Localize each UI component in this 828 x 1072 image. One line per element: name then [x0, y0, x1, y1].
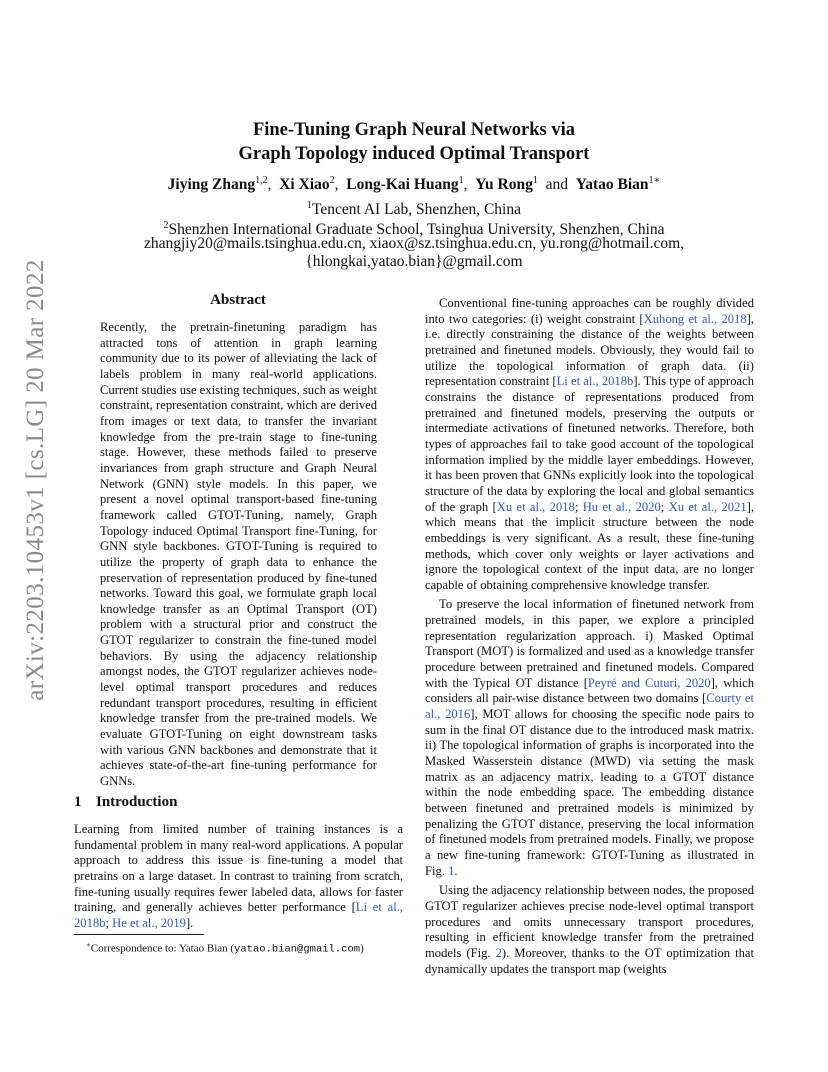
- author-separator: ,: [334, 176, 339, 193]
- figure-link[interactable]: 2: [495, 945, 502, 960]
- paragraph-text: ]. This type of approach constrains the distance of representations produced from pretrained and finetuned models, preserving the outputs or intermediate activations of finetuned networks. Therefore, both types of approaches fail to take good account of the topological information implied by the middle layer embeddings. However, it has been proven that GNNs explicitly look into the topological structure of the data by exploring the local and global semantics of the graph [: [425, 374, 754, 514]
- author-affil-mark: 1: [532, 174, 538, 186]
- abstract-heading: Abstract: [210, 292, 266, 308]
- author-separator: ,: [267, 176, 272, 193]
- arxiv-identifier: arXiv:2203.10453v1 [cs.LG] 20 Mar 2022: [22, 259, 49, 701]
- citation-link[interactable]: Xu et al., 2018: [496, 499, 575, 514]
- citation-link[interactable]: Li et al., 2018b: [74, 900, 403, 930]
- affiliation-text: Shenzhen International Graduate School, Tsinghua University, Shenzhen, China: [168, 221, 665, 239]
- footnote: [86, 938, 416, 957]
- citation-link[interactable]: He et al., 2019: [112, 915, 186, 930]
- section-number: 1: [74, 794, 82, 810]
- citation-link[interactable]: Xu et al., 2021: [668, 499, 747, 514]
- author-affil-mark: 1,2: [255, 174, 268, 186]
- title-line-2: Graph Topology induced Optimal Transport: [238, 144, 590, 164]
- right-paragraph-3: [425, 883, 754, 977]
- author-affil-mark: 1: [458, 174, 464, 186]
- author-and: and: [545, 176, 568, 193]
- paragraph-text: Learning from limited number of training instances is a fundamental problem in many real-word applications. A popular approach to address this issue is fine-tuning a model that pretrains on a large dataset. In contrast to training from scratch, fine-tuning usually requires fewer labeled data, allows for faster training, and generally achieves better performance [: [74, 822, 403, 915]
- footnote-email: yatao.bian@gmail.com: [234, 943, 361, 956]
- right-paragraph-1: [425, 296, 754, 593]
- author-affil-mark: 1∗: [648, 174, 661, 186]
- section-title: Introduction: [96, 794, 178, 810]
- author-affil-mark: 2: [329, 174, 335, 186]
- paragraph-text: ). Moreover, thanks to the OT optimization that dynamically updates the transport map (weights: [425, 945, 754, 976]
- affiliation-text: Tencent AI Lab, Shenzhen, China: [312, 201, 521, 219]
- footnote-mark: ∗: [86, 941, 91, 949]
- footnote-close: ): [360, 942, 364, 955]
- figure-link[interactable]: 1: [448, 863, 455, 878]
- affiliation-mark: 2: [163, 220, 169, 231]
- author-list: [0, 174, 828, 196]
- paragraph-text: ;: [574, 499, 583, 514]
- abstract-body: Recently, the pretrain-finetuning paradigm has attracted tons of attention in graph learning community due to its power of alleviating the lack of labels problem in many real-world applications. Current studies use existing techniques, such as weight constraint, representation constraint, which are derived from images or text data, to transfer the invariant knowledge from the pre-train stage to fine-tuning stage. However, these methods failed to preserve invariances from graph structure and Graph Neural Network (GNN) style models. In this paper, we present a novel optimal transport-based fine-tuning framework called GTOT-Tuning, namely, Graph Topology induced Optimal Transport fine-Tuning, for GNN style backbones. GTOT-Tuning is required to utilize the property of graph data to enhance the preservation of representation produced by fine-tuned networks. Toward this goal, we formulate graph local knowledge transfer as an Optimal Transport (OT) problem with a structural prior and construct the GTOT regularizer to constrain the fine-tuned model behaviors. By using the adjacency relationship amongst nodes, the GTOT regularizer achieves node-level optimal transport procedures and reduces redundant transport procedures, resulting in efficient knowledge transfer from the pre-trained models. We evaluate GTOT-Tuning on eight downstream tasks with various GNN backbones and demonstrate that it achieves state-of-the-art fine-tuning performance for GNNs.: [100, 320, 378, 789]
- paragraph-text: Using the adjacency relationship between nodes, the proposed GTOT regularizer achieves precise node-level optimal transport procedures and omits unnecessary transport procedures, resulting in efficient knowledge transfer from the pretrained models (Fig.: [425, 883, 754, 960]
- email-line-2: {hlongkai,yatao.bian}@gmail.com: [305, 253, 523, 270]
- citation-link[interactable]: Li et al., 2018b: [556, 374, 634, 389]
- paragraph-text: Conventional fine-tuning approaches can be roughly divided into two categories: (i) weight constraint [: [425, 296, 754, 326]
- citation-link[interactable]: Peyré and Cuturi, 2020: [587, 675, 711, 690]
- section-heading-introduction: [74, 794, 177, 811]
- citation-link[interactable]: Courty et al., 2016: [425, 691, 754, 722]
- arxiv-sidebar-stamp: [14, 200, 58, 760]
- footnote-rule: [74, 934, 204, 935]
- paragraph-text: .: [454, 863, 458, 878]
- author-name: Jiying Zhang: [167, 176, 256, 193]
- paragraph-text: ], MOT allows for choosing the specific node pairs to sum in the final OT distance due to the introduced mask matrix. ii) The topological information of graphs is incorporated into the Masked Wasserstein distance (MWD) via setting the mask matrix as an adjacency matrix, leading to a GTOT distance within the node embedding space. The embedding distance between finetuned and pretrained models is minimized by penalizing the GTOT distance, preserving the local information of finetuned models from pretrained models. Finally, we propose a new fine-tuning framework: GTOT-Tuning as illustrated in Fig.: [425, 707, 754, 878]
- affiliation-mark: 1: [307, 200, 313, 211]
- paragraph-text: To preserve the local information of finetuned network from pretrained models, in this paper, we explore a principled representation regularization approach. i) Masked Optimal Transport (MOT) is formalized and used as a knowledge transfer procedure between pretrained and finetuned models. Compared with the Typical OT distance [: [425, 597, 754, 690]
- author-name: Yu Rong: [475, 176, 533, 193]
- paragraph-text: ], which means that the implicit structure between the node embeddings is very significant. As a result, these fine-tuning methods, which cover only weights or layer activations and ignore the topological context of the input data, are no longer capable of obtaining comprehensive knowledge transfer.: [425, 499, 755, 592]
- paragraph-text: ].: [185, 915, 194, 930]
- author-separator: ,: [463, 176, 468, 193]
- right-paragraph-2: [425, 597, 754, 879]
- author-name: Long-Kai Huang: [346, 176, 459, 193]
- citation-link[interactable]: Hu et al., 2020: [582, 499, 661, 514]
- right-column: [425, 296, 754, 977]
- author-name: Yatao Bian: [575, 176, 649, 193]
- paragraph-text: ], i.e. directly constraining the distance of the weights between pretrained and finetuned models. Obviously, they would fail to utilize the topological information of graph data. (ii) representation constraint [: [425, 311, 754, 389]
- introduction-paragraph-1: [74, 822, 403, 932]
- paragraph-text: ], which considers all pair-wise distance between two domains [: [425, 675, 754, 706]
- author-name: Xi Xiao: [279, 176, 330, 193]
- citation-link[interactable]: Xuhong et al., 2018: [643, 311, 747, 326]
- paragraph-text: ;: [105, 915, 113, 930]
- footnote-text: Correspondence to: Yatao Bian (: [90, 942, 235, 955]
- title-line-1: Fine-Tuning Graph Neural Networks via: [252, 120, 576, 140]
- paper-title: [0, 118, 828, 166]
- email-line-1: zhangjiy20@mails.tsinghua.edu.cn, xiaox@sz.tsinghua.edu.cn, yu.rong@hotmail.com,: [143, 235, 685, 252]
- paragraph-text: ;: [660, 499, 669, 514]
